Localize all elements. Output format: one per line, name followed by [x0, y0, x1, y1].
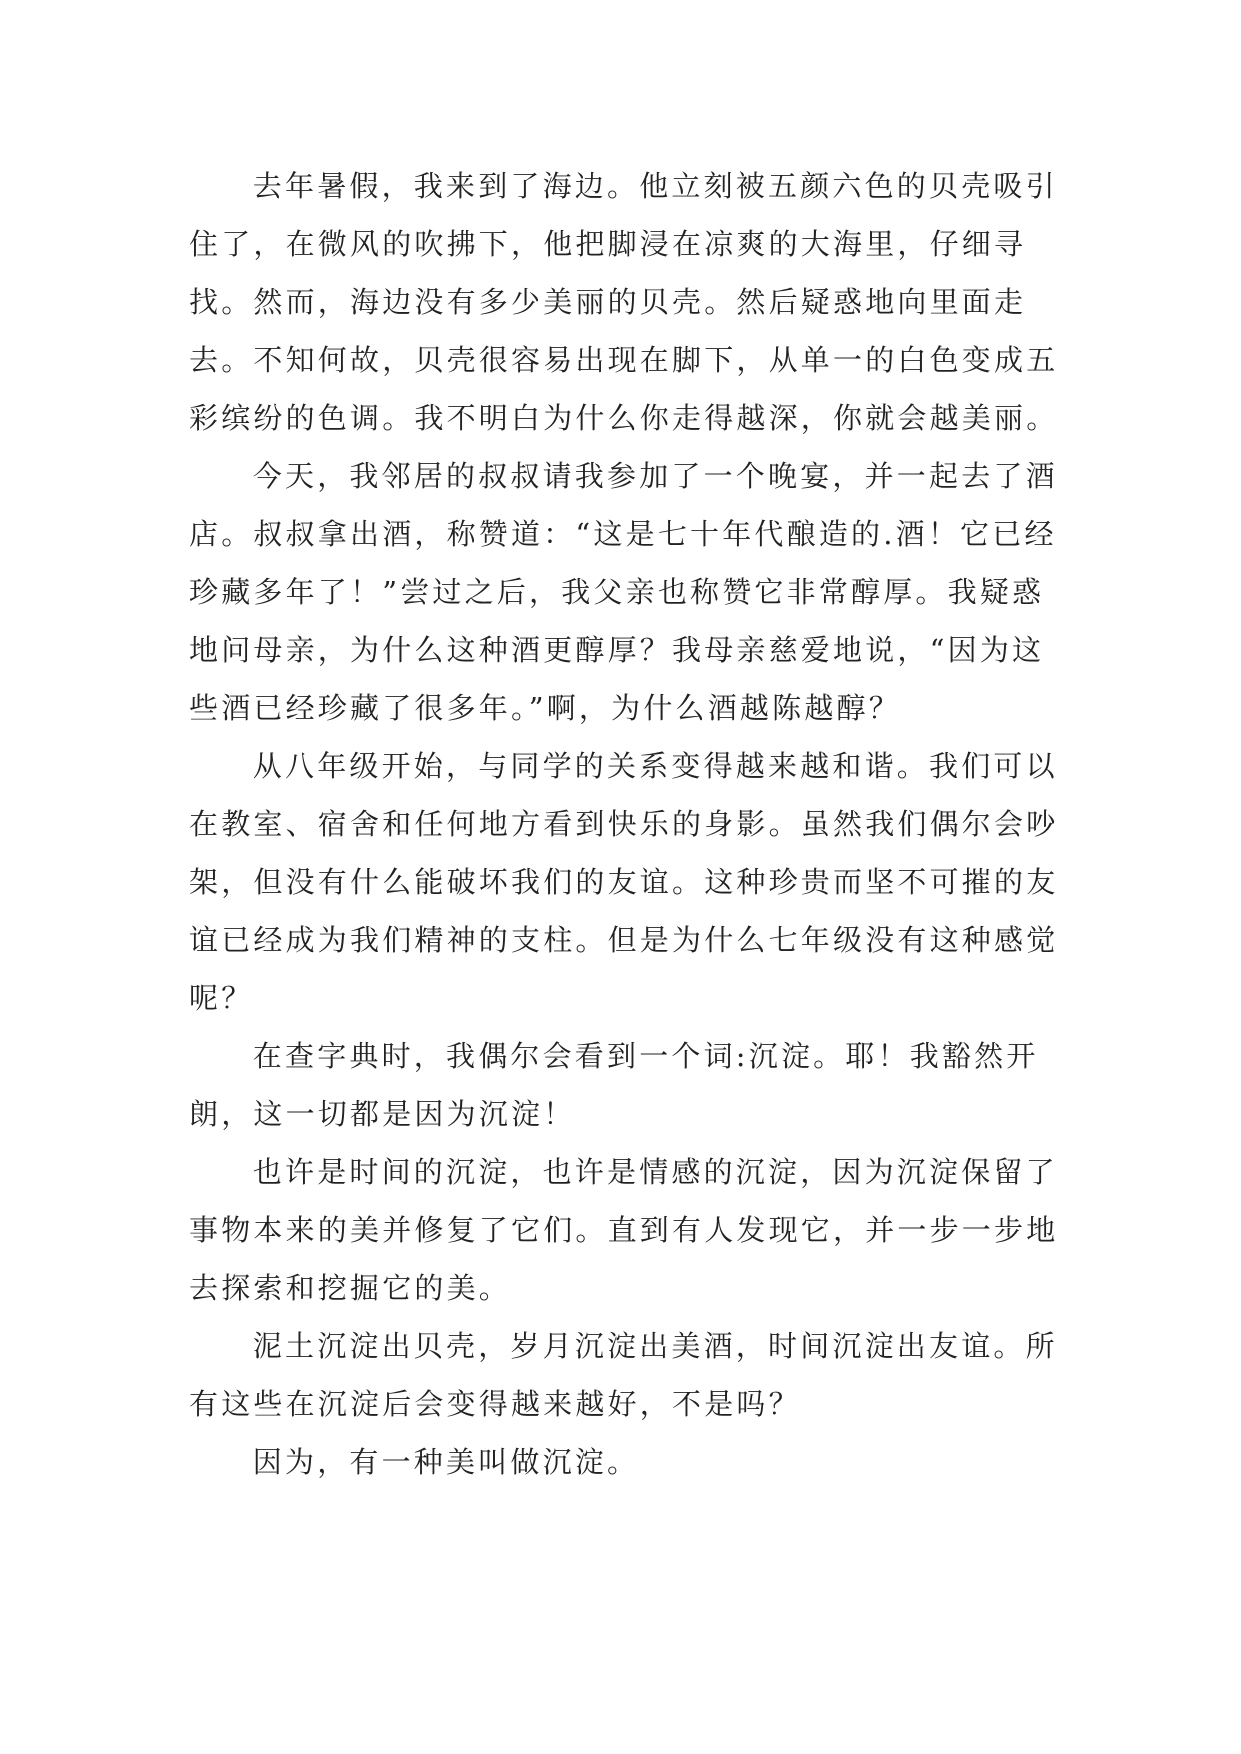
paragraph-summary: 泥土沉淀出贝壳，岁月沉淀出美酒，时间沉淀出友谊。所有这些在沉淀后会变得越来越好，不是吗？ [189, 1329, 1058, 1421]
paragraph-reflection: 也许是时间的沉淀，也许是情感的沉淀，因为沉淀保留了事物本来的美并修复了它们。直到有人发现它，并一步一步地去探索和挖掘它的美。 [189, 1155, 1059, 1305]
paragraph-wine: 今天，我邻居的叔叔请我参加了一个晚宴，并一起去了酒店。叔叔拿出酒，称赞道：“这是七十年代酿造的.酒！它已经珍藏多年了！”尝过之后，我父亲也称赞它非常醇厚。我疑惑地问母亲，为什么这种酒更醇厚？我母亲慈爱地说，“因为这些酒已经珍藏了很多年。”啊，为什么酒越陈越醇？ [189, 459, 1058, 725]
paragraph-dictionary: 在查字典时，我偶尔会看到一个词:沉淀。耶！我豁然开朗，这一切都是因为沉淀！ [189, 1039, 1039, 1131]
paragraph-seashells: 去年暑假，我来到了海边。他立刻被五颜六色的贝壳吸引住了，在微风的吹拂下，他把脚浸在凉爽的大海里，仔细寻找。然而，海边没有多少美丽的贝壳。然后疑惑地向里面走去。不知何故，贝壳很容易出现在脚下，从单一的白色变成五彩缤纷的色调。我不明白为什么你走得越深，你就会越美丽。 [189, 169, 1059, 435]
paragraph-conclusion: 因为，有一种美叫做沉淀。 [252, 1445, 640, 1479]
paragraph-friendship: 从八年级开始，与同学的关系变得越来越和谐。我们可以在教室、宿舍和任何地方看到快乐的身影。虽然我们偶尔会吵架，但没有什么能破坏我们的友谊。这种珍贵而坚不可摧的友谊已经成为我们精神的支柱。但是为什么七年级没有这种感觉呢？ [189, 749, 1059, 1015]
essay-body [189, 157, 1069, 1491]
